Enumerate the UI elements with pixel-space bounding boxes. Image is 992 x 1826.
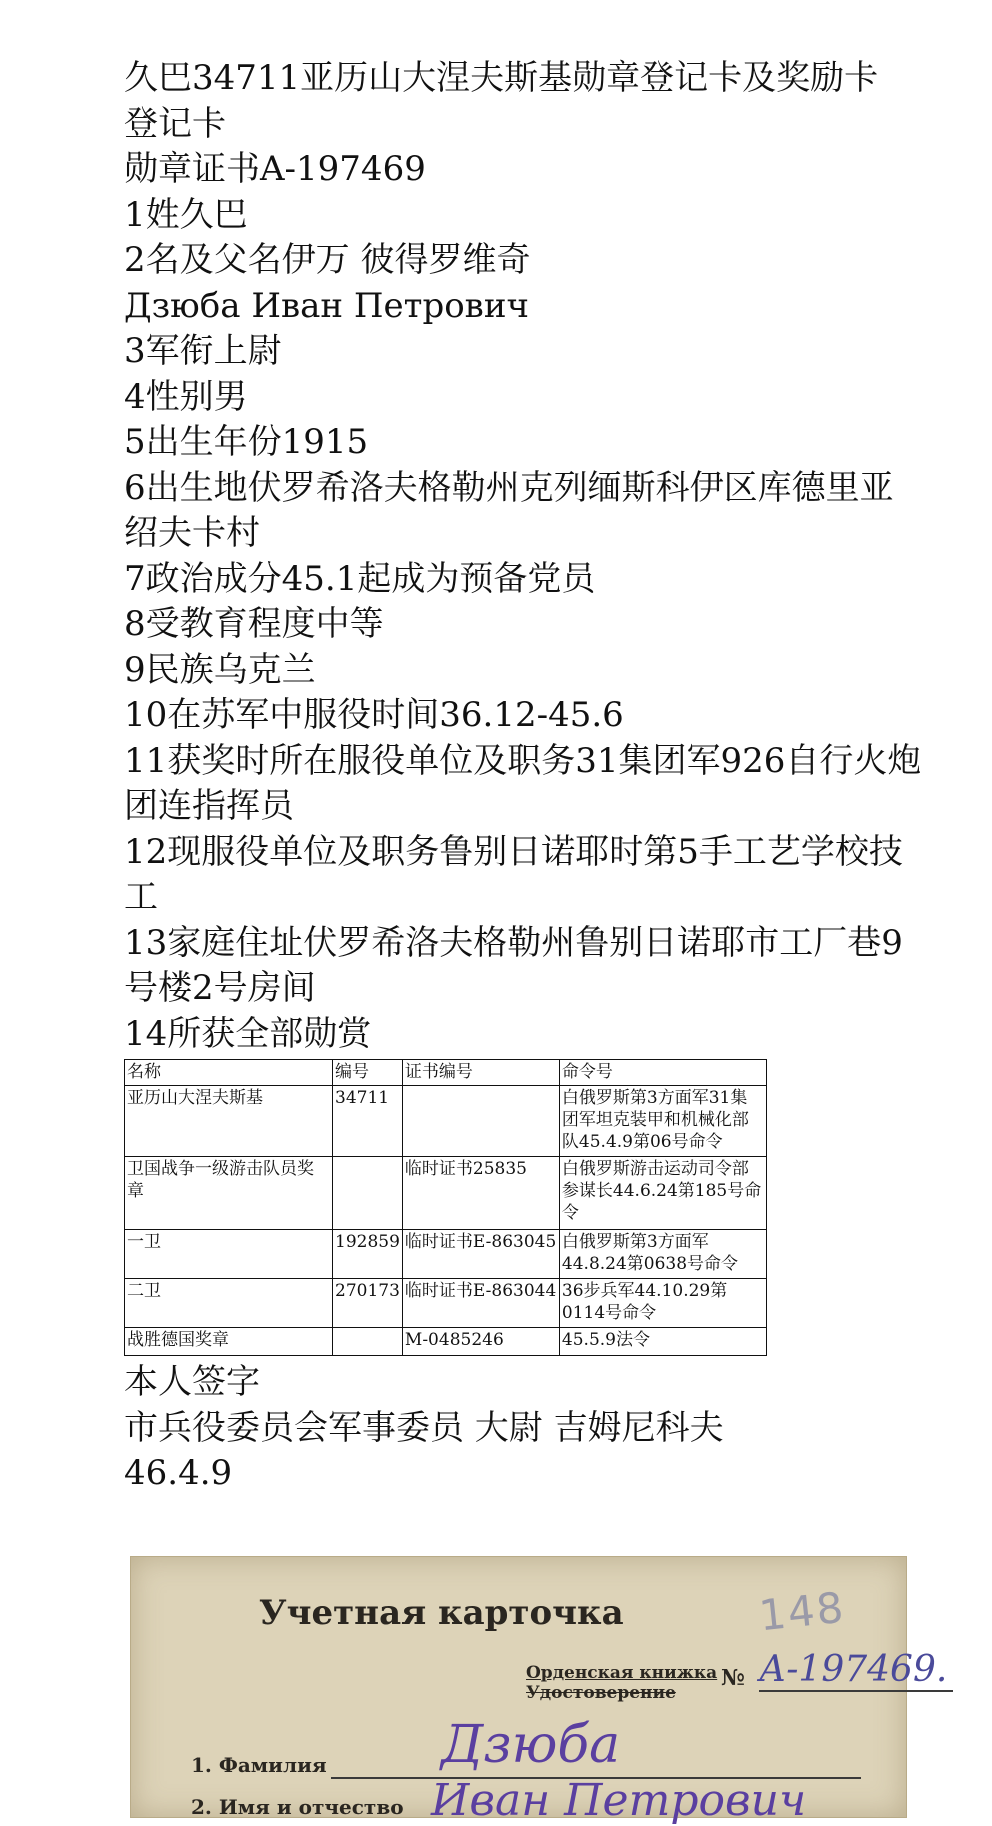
card-udostoverenie-label: Удостоверение: [526, 1683, 676, 1703]
field-education: 8受教育程度中等: [124, 604, 384, 644]
table-cell: 白俄罗斯第3方面军44.8.24第0638号命令: [559, 1230, 766, 1279]
table-cell: [333, 1328, 403, 1356]
table-cell: 二卫: [125, 1279, 333, 1328]
table-header-row: [125, 1060, 767, 1086]
card-type: 登记卡: [124, 103, 226, 144]
table-cell: 临时证书E-863044: [402, 1279, 559, 1328]
field-rank: 3军衔上尉: [124, 331, 282, 371]
field-given-names: 2名及父名伊万 彼得罗维奇: [124, 240, 531, 280]
table-cell: 白俄罗斯第3方面军31集团军坦克装甲和机械化部队45.4.9第06号命令: [559, 1086, 766, 1157]
field-russian-name: Дзюба Иван Петрович: [124, 285, 529, 326]
table-row: [125, 1279, 767, 1328]
table-cell: 亚历山大涅夫斯基: [125, 1086, 333, 1157]
table-cell: 270173: [333, 1279, 403, 1328]
date-line: 46.4.9: [124, 1453, 233, 1493]
field-party: 7政治成分45.1起成为预备党员: [124, 558, 596, 599]
table-cell: [402, 1086, 559, 1157]
table-row: [125, 1157, 767, 1230]
official-line: 市兵役委员会军事委员 大尉 吉姆尼科夫: [124, 1407, 724, 1448]
awards-heading: 14所获全部勋赏: [124, 1013, 372, 1054]
table-row: [125, 1086, 767, 1157]
card-title: Учетная карточка: [259, 1593, 624, 1633]
card-orden-label: Орденская книжка: [526, 1663, 718, 1683]
column-header-name: 名称: [125, 1060, 333, 1086]
document-title: 久巴34711亚历山大涅夫斯基勋章登记卡及奖励卡: [124, 58, 879, 98]
table-row: [125, 1230, 767, 1279]
signature-line: 本人签字: [124, 1362, 260, 1402]
card-name-label: 2. Имя и отчество: [191, 1795, 404, 1819]
table-row: [125, 1328, 767, 1356]
table-cell: 临时证书E-863045: [402, 1230, 559, 1279]
table-cell: 34711: [333, 1086, 403, 1157]
table-cell: 192859: [333, 1230, 403, 1279]
scanned-card-image: [130, 1556, 948, 1826]
card-handwritten-number: А-197469.: [759, 1649, 953, 1692]
card-number-sign: №: [721, 1665, 745, 1691]
table-cell: 36步兵军44.10.29第0114号命令: [559, 1279, 766, 1328]
table-cell: 临时证书25835: [402, 1157, 559, 1230]
document-text: [124, 56, 924, 1497]
column-header-order: 命令号: [559, 1060, 766, 1086]
field-unit-at-award: 11获奖时所在服役单位及职务31集团军926自行火炮团连指挥员: [124, 740, 922, 826]
awards-table: [124, 1059, 767, 1356]
table-cell: [333, 1157, 403, 1230]
field-current-unit: 12现服役单位及职务鲁别日诺耶时第5手工艺学校技工: [124, 831, 903, 917]
card-handwritten-surname: Дзюба: [441, 1715, 621, 1775]
field-service-period: 10在苏军中服役时间36.12-45.6: [124, 695, 624, 735]
table-cell: 白俄罗斯游击运动司令部参谋长44.6.24第185号命令: [559, 1157, 766, 1230]
field-birth-year: 5出生年份1915: [124, 422, 369, 462]
field-nationality: 9民族乌克兰: [124, 649, 316, 690]
card-top-number: 148: [756, 1582, 848, 1641]
field-address: 13家庭住址伏罗希洛夫格勒州鲁别日诺耶市工厂巷9号楼2号房间: [124, 922, 903, 1008]
field-surname: 1姓久巴: [124, 194, 248, 235]
table-cell: 战胜德国奖章: [125, 1328, 333, 1356]
column-header-number: 编号: [333, 1060, 403, 1086]
certificate-number: 勋章证书A-197469: [124, 149, 426, 189]
table-cell: M-0485246: [402, 1328, 559, 1356]
card-surname-label: 1. Фамилия: [191, 1753, 327, 1777]
table-cell: 卫国战争一级游击队员奖章: [125, 1157, 333, 1230]
field-birthplace: 6出生地伏罗希洛夫格勒州克列缅斯科伊区库德里亚绍夫卡村: [124, 467, 894, 553]
table-cell: 45.5.9法令: [559, 1328, 766, 1356]
card-handwritten-name: Иван Петрович: [431, 1775, 807, 1826]
field-sex: 4性别男: [124, 376, 248, 417]
column-header-certificate: 证书编号: [402, 1060, 559, 1086]
table-cell: 一卫: [125, 1230, 333, 1279]
